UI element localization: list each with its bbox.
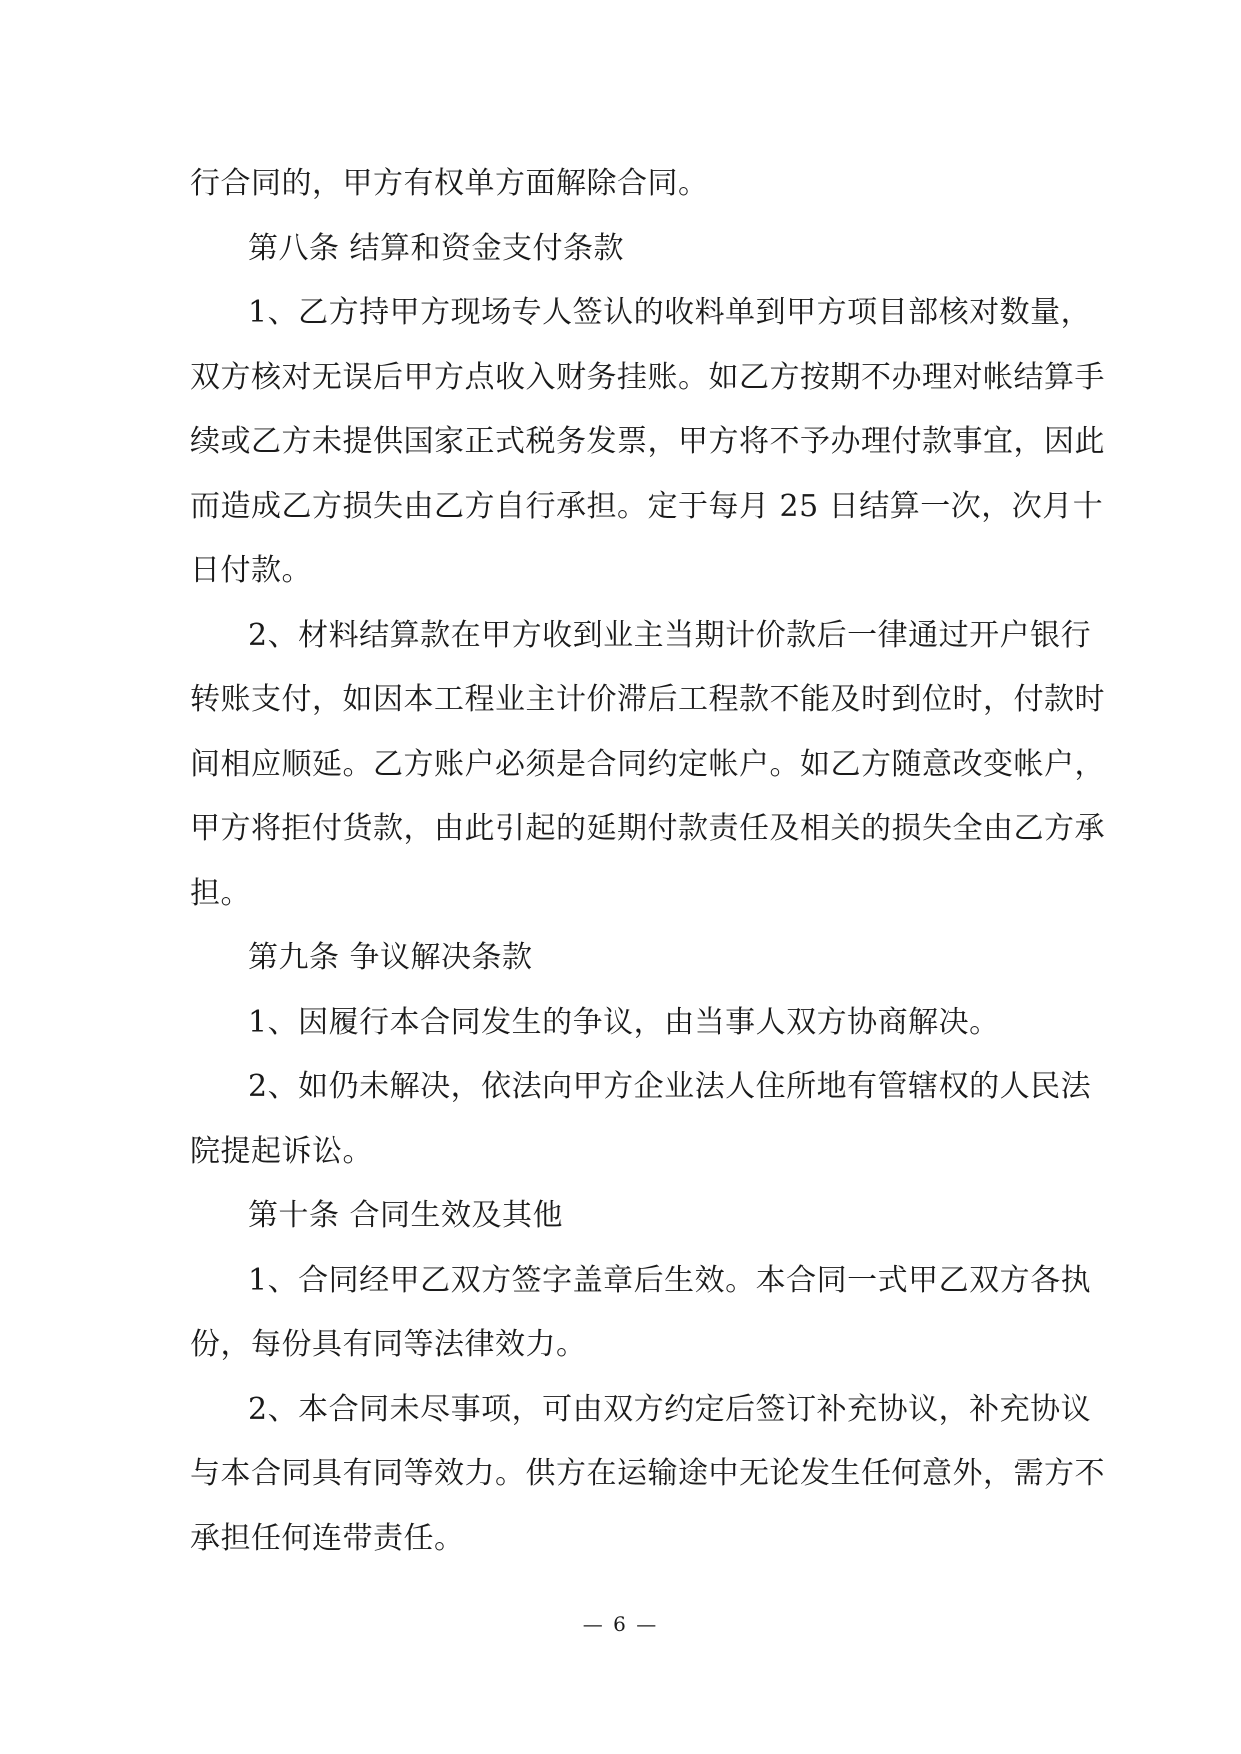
- section-heading-article-8: 第八条 结算和资金支付条款: [248, 230, 625, 266]
- text-line: 2、本合同未尽事项，可由双方约定后签订补充协议，补充协议: [248, 1391, 1092, 1427]
- document-body: [190, 152, 1105, 1571]
- text-line: 院提起诉讼。: [190, 1133, 373, 1169]
- text-line: 2、材料结算款在甲方收到业主当期计价款后一律通过开户银行: [248, 617, 1092, 653]
- text-line: 甲方将拒付货款，由此引起的延期付款责任及相关的损失全由乙方承: [190, 811, 1105, 846]
- section-heading-article-10: 第十条 合同生效及其他: [248, 1198, 564, 1233]
- text-line: 1、乙方持甲方现场专人签认的收料单到甲方项目部核对数量，: [248, 295, 1092, 330]
- text-line: 与本合同具有同等效力。供方在运输途中无论发生任何意外，需方不: [190, 1456, 1105, 1491]
- text-line: 1、合同经甲乙双方签字盖章后生效。本合同一式甲乙双方各执: [248, 1262, 1092, 1298]
- text-line: 份，每份具有同等法律效力。: [190, 1327, 587, 1362]
- text-line: 双方核对无误后甲方点收入财务挂账。如乙方按期不办理对帐结算手: [190, 359, 1105, 395]
- text-line: 间相应顺延。乙方账户必须是合同约定帐户。如乙方随意改变帐户，: [190, 746, 1105, 782]
- text-line: 行合同的，甲方有权单方面解除合同。: [190, 166, 709, 201]
- text-line: 2、如仍未解决，依法向甲方企业法人住所地有管辖权的人民法: [248, 1069, 1092, 1104]
- section-heading-article-9: 第九条 争议解决条款: [248, 940, 533, 975]
- text-line: 日付款。: [190, 553, 312, 588]
- page-number: — 6 —: [582, 1612, 659, 1636]
- text-line: 承担任何连带责任。: [190, 1520, 465, 1556]
- text-line: 转账支付，如因本工程业主计价滞后工程款不能及时到位时，付款时: [190, 682, 1105, 717]
- text-line: 而造成乙方损失由乙方自行承担。定于每月 25 日结算一次，次月十: [190, 488, 1104, 524]
- text-line: 1、因履行本合同发生的争议，由当事人双方协商解决。: [248, 1004, 1000, 1040]
- text-line: 担。: [190, 875, 251, 911]
- text-line: 续或乙方未提供国家正式税务发票，甲方将不予办理付款事宜，因此: [190, 424, 1105, 459]
